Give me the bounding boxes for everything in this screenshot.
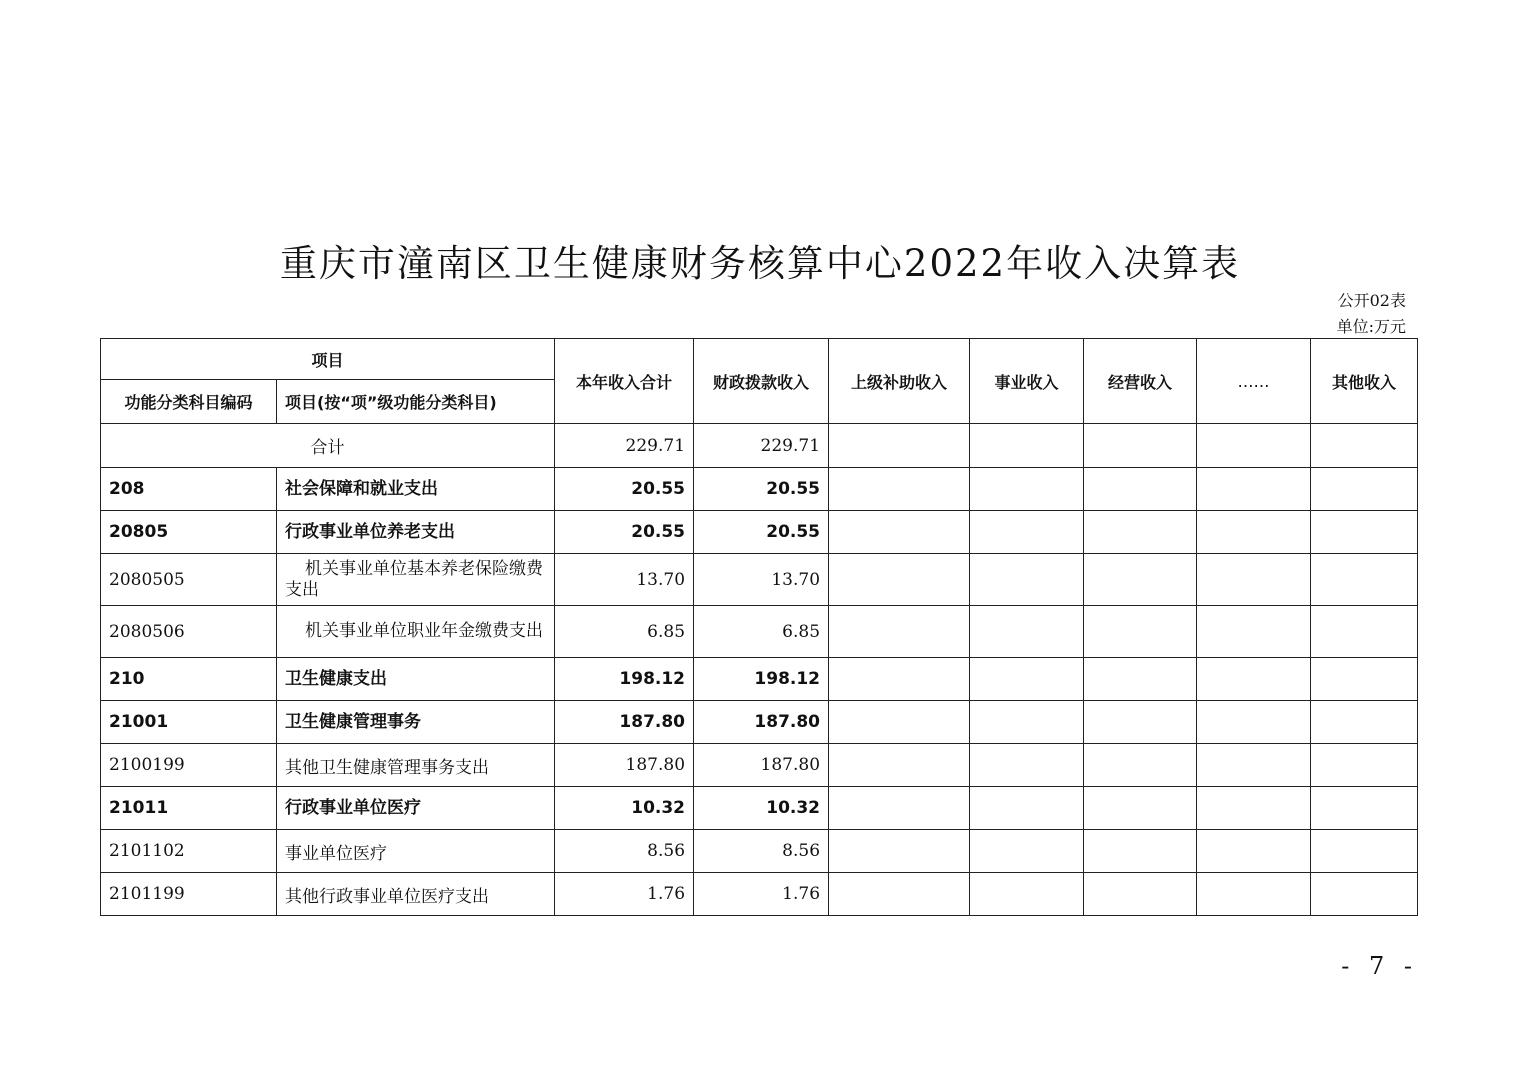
total-label: 合计 <box>101 424 555 468</box>
row-item: 行政事业单位医疗 <box>277 787 555 830</box>
table-row <box>101 744 1418 787</box>
row-fiscal: 187.80 <box>694 744 829 787</box>
table-row <box>101 701 1418 744</box>
header-item: 项目(按“项”级功能分类科目) <box>277 380 555 424</box>
row-fiscal: 198.12 <box>694 658 829 701</box>
row-item: 社会保障和就业支出 <box>277 468 555 511</box>
row-total: 6.85 <box>555 606 694 658</box>
row-total: 187.80 <box>555 701 694 744</box>
row-item: 事业单位医疗 <box>277 830 555 873</box>
row-fiscal: 1.76 <box>694 873 829 916</box>
header-ellipsis: …… <box>1197 339 1311 424</box>
row-fiscal: 20.55 <box>694 511 829 554</box>
total-fiscal: 229.71 <box>694 424 829 468</box>
row-fiscal: 8.56 <box>694 830 829 873</box>
table-row <box>101 830 1418 873</box>
row-fiscal: 6.85 <box>694 606 829 658</box>
header-fiscal: 财政拨款收入 <box>694 339 829 424</box>
row-code: 210 <box>101 658 277 701</box>
table-row <box>101 658 1418 701</box>
header-project-group: 项目 <box>101 339 555 380</box>
row-item: 卫生健康支出 <box>277 658 555 701</box>
row-code: 2080506 <box>101 606 277 658</box>
row-code: 208 <box>101 468 277 511</box>
header-other: 其他收入 <box>1311 339 1418 424</box>
total-amount: 229.71 <box>555 424 694 468</box>
page-title: 重庆市潼南区卫生健康财务核算中心2022年收入决算表 <box>279 242 1241 285</box>
row-item: 机关事业单位基本养老保险缴费支出 <box>277 554 555 606</box>
row-fiscal: 187.80 <box>694 701 829 744</box>
page-number: - 7 - <box>1341 952 1418 980</box>
table-row <box>101 468 1418 511</box>
row-item: 卫生健康管理事务 <box>277 701 555 744</box>
header-business: 事业收入 <box>970 339 1084 424</box>
row-code: 2101199 <box>101 873 277 916</box>
row-item: 其他卫生健康管理事务支出 <box>277 744 555 787</box>
table-row <box>101 606 1418 658</box>
row-code: 20805 <box>101 511 277 554</box>
header-operating: 经营收入 <box>1084 339 1197 424</box>
header-code: 功能分类科目编码 <box>101 380 277 424</box>
form-number: 公开02表 <box>1337 291 1406 310</box>
row-code: 2101102 <box>101 830 277 873</box>
row-fiscal: 10.32 <box>694 787 829 830</box>
row-fiscal: 20.55 <box>694 468 829 511</box>
table-row <box>101 787 1418 830</box>
row-total: 20.55 <box>555 468 694 511</box>
row-item: 其他行政事业单位医疗支出 <box>277 873 555 916</box>
total-row <box>101 424 1418 468</box>
row-code: 21001 <box>101 701 277 744</box>
table-row <box>101 511 1418 554</box>
row-total: 1.76 <box>555 873 694 916</box>
row-item: 行政事业单位养老支出 <box>277 511 555 554</box>
row-total: 187.80 <box>555 744 694 787</box>
row-total: 8.56 <box>555 830 694 873</box>
header-superior: 上级补助收入 <box>829 339 970 424</box>
header-total: 本年收入合计 <box>555 339 694 424</box>
row-total: 198.12 <box>555 658 694 701</box>
row-code: 2080505 <box>101 554 277 606</box>
table-row <box>101 873 1418 916</box>
row-code: 21011 <box>101 787 277 830</box>
unit-label: 单位:万元 <box>1336 317 1406 336</box>
row-total: 13.70 <box>555 554 694 606</box>
income-table <box>100 338 1418 916</box>
row-total: 10.32 <box>555 787 694 830</box>
row-total: 20.55 <box>555 511 694 554</box>
row-fiscal: 13.70 <box>694 554 829 606</box>
table-row <box>101 554 1418 606</box>
row-code: 2100199 <box>101 744 277 787</box>
row-item: 机关事业单位职业年金缴费支出 <box>277 606 555 658</box>
